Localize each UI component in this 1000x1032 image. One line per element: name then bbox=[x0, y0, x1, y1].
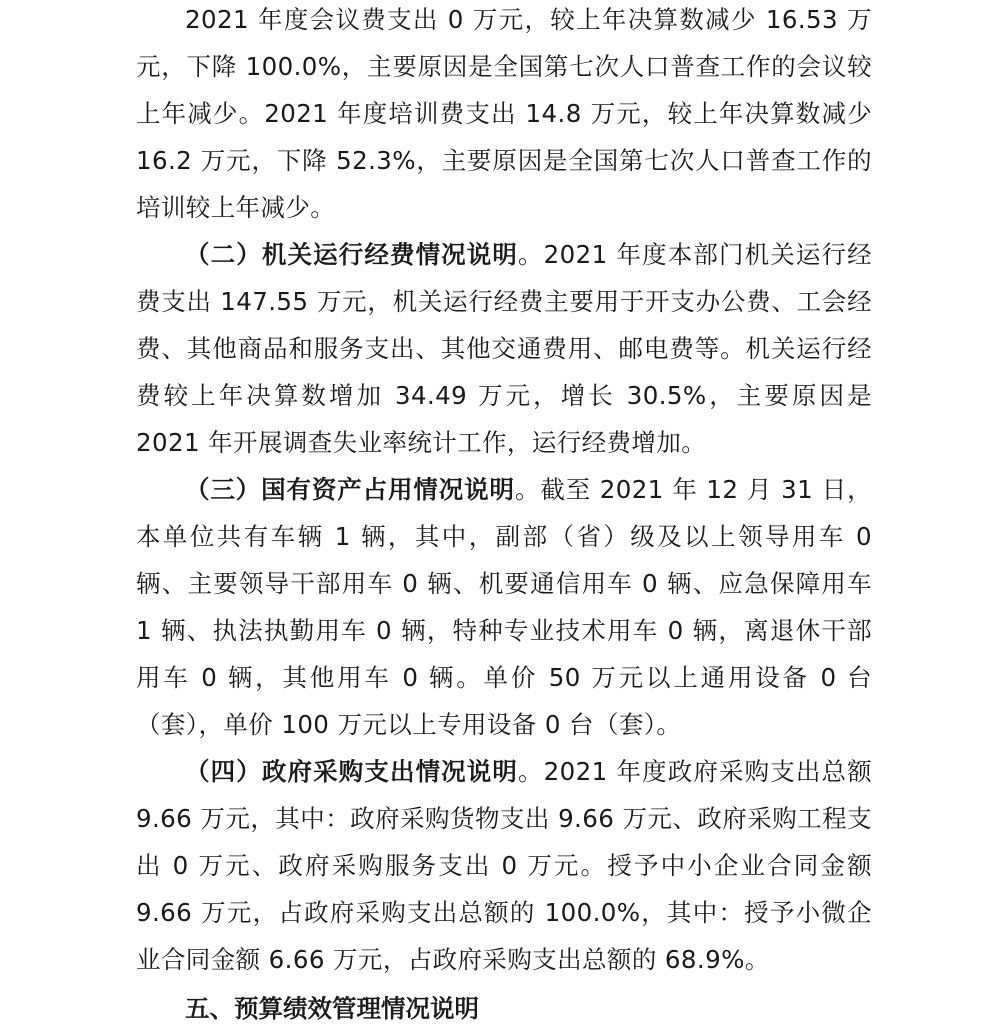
document-page bbox=[136, 0, 872, 1032]
subsection-heading: （三）国有资产占用情况说明 bbox=[185, 475, 515, 504]
paragraph-text: 。2021 年度本部门机关运行经费支出 147.55 万元，机关运行经费主要用于开支办公费、工会经费、其他商品和服务支出、其他交通费用、邮电费等。机关运行经费较上年决算数增加 34.49 万元，增长 30.5%，主要原因是 2021 年开展调查失业率统计工作，运行经费增加。 bbox=[136, 240, 872, 457]
paragraph-state-assets bbox=[136, 466, 872, 748]
subsection-heading: （二）机关运行经费情况说明 bbox=[185, 240, 519, 269]
paragraph-meeting-training-expenses bbox=[136, 0, 872, 231]
section-heading: 五、预算绩效管理情况说明 bbox=[185, 994, 479, 1023]
paragraph-text: 。2021 年度政府采购支出总额 9.66 万元，其中：政府采购货物支出 9.66 万元、政府采购工程支出 0 万元、政府采购服务支出 0 万元。授予中小企业合同金额 9.66 万元，占政府采购支出总额的 100.0%，其中：授予小微企业合同金额 6.66 万元，占政府采购支出总额的 68.9%。 bbox=[136, 757, 872, 974]
subsection-heading: （四）政府采购支出情况说明 bbox=[185, 757, 519, 786]
paragraph-government-procurement bbox=[136, 748, 872, 983]
paragraph-operating-expenses bbox=[136, 231, 872, 466]
paragraph-text: 。截至 2021 年 12 月 31 日，本单位共有车辆 1 辆，其中，副部（省）级及以上领导用车 0 辆、主要领导干部用车 0 辆、机要通信用车 0 辆、应急保障用车 1 辆、执法执勤用车 0 辆，特种专业技术用车 0 辆，离退休干部用车 0 辆，其他用车 0 辆。单价 50 万元以上通用设备 0 台（套），单价 100 万元以上专用设备 0 台（套）。 bbox=[136, 475, 873, 739]
paragraph-text: 2021 年度会议费支出 0 万元，较上年决算数减少 16.53 万元，下降 100.0%，主要原因是全国第七次人口普查工作的会议较上年减少。2021 年度培训费支出 14.8 万元，较上年决算数减少 16.2 万元，下降 52.3%，主要原因是全国第七次人口普查工作的培训较上年减少。 bbox=[136, 5, 872, 222]
